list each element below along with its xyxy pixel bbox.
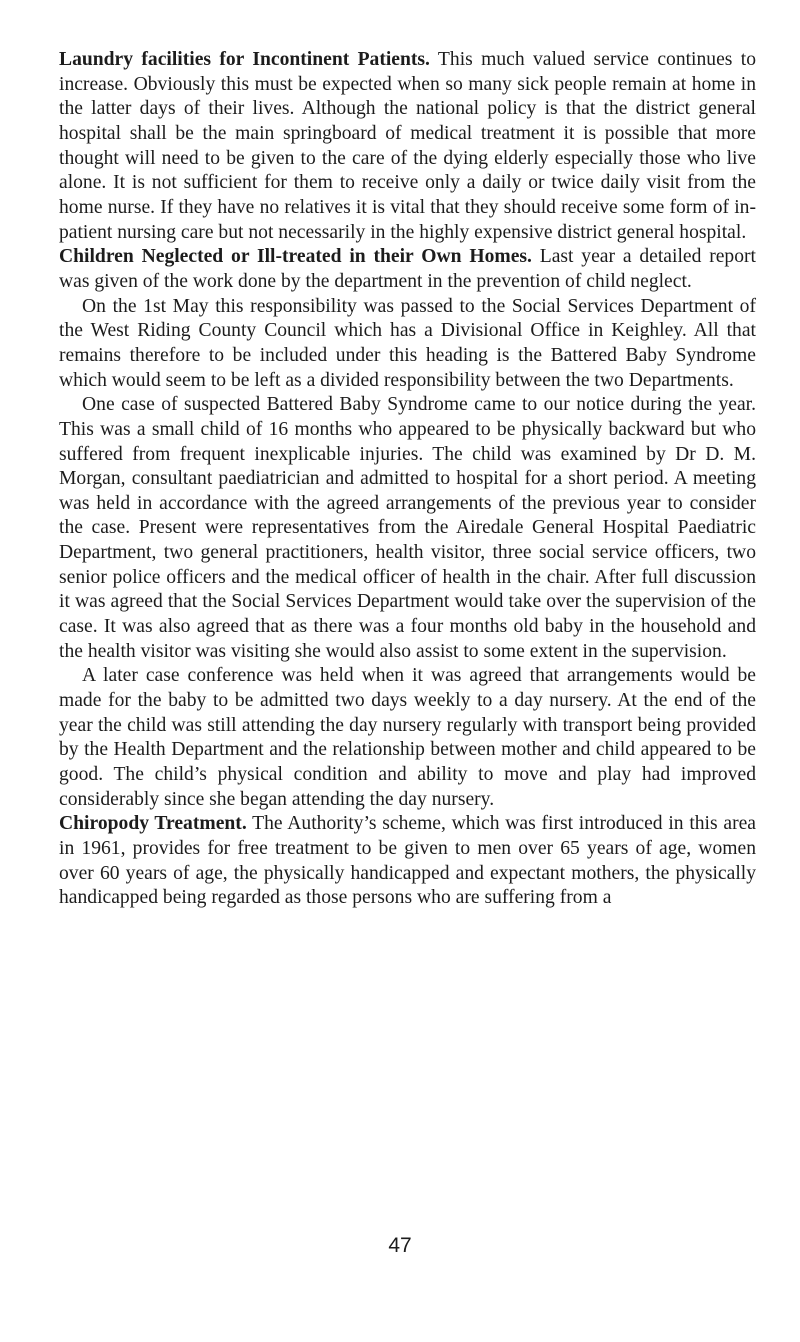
paragraph-text: A later case conference was held when it was agreed that arrangements would be made for the baby to be admitted two days weekly to a day nursery. At the end of the year the child was still attending the day nursery regularly with transport being provided by the Health Department and the relationship between mother and child appeared to be good. The child’s physical condition and ability to move and play had improved considerably since she began attending the day nursery. (59, 665, 756, 810)
paragraph-text: One case of suspected Battered Baby Syndrome came to our notice during the year. This was a small child of 16 months who appeared to be physically backward but who suffered from frequent inexplicable injuries. The child was examined by Dr D. M. Morgan, consultant paediatrician and admitted to hospital for a short period. A meeting was held in accordance with the agreed arrangements of the previous year to consider the case. Present were representatives from the Airedale General Hospital Paediatric Department, two general practitioners, health visitor, three social service officers, two senior police officers and the medical officer of health in the chair. After full discussion it was agreed that the Social Services Department would take over the supervision of the case. It was also agreed that as there was a four months old baby in the household and the health visitor was visiting she would also assist to some extent in the supervision. (59, 394, 756, 662)
paragraph-responsibility (59, 295, 756, 394)
paragraph-text: This much valued service continues to increase. Obviously this must be expected when so many sick people remain at home in the latter days of their lives. Although the national policy is that the district general hospital shall be the main springboard of medical treatment it is possible that more thought will need to be given to the care of the dying elderly especially those who live alone. It is not sufficient for them to receive only a daily or twice daily visit from the home nurse. If they have no relatives it is vital that they should receive some form of in-patient nursing care but not necessarily in the highly expensive district general hospital. (59, 49, 756, 243)
paragraph-text: The Authority’s scheme, which was first introduced in this area in 1961, provides for free treatment to be given to men over 65 years of age, women over 60 years of age, the physically handicapped and expectant mothers, the physically handicapped being regarded as those persons who are suffering from a (59, 813, 756, 909)
page-number: 47 (388, 1234, 412, 1257)
paragraph-laundry (59, 48, 756, 245)
paragraph-case-conference (59, 664, 756, 812)
document-page (59, 48, 756, 911)
heading-chiropody: Chiropody Treatment. (59, 813, 247, 835)
paragraph-battered-baby-case (59, 393, 756, 664)
paragraph-chiropody (59, 812, 756, 911)
paragraph-children-neglected (59, 245, 756, 294)
paragraph-text: On the 1st May this responsibility was passed to the Social Services Department of the West Riding County Council which has a Divisional Office in Keighley. All that remains therefore to be included under this heading is the Battered Baby Syndrome which would seem to be left as a divided responsibility between the two Departments. (59, 295, 756, 391)
paragraph-text: Last year a detailed report was given of the work done by the department in the prevention of child neglect. (59, 246, 756, 292)
heading-laundry: Laundry facilities for Incontinent Patients. (59, 49, 430, 70)
heading-children-neglected: Children Neglected or Ill-treated in their Own Homes. (59, 246, 532, 268)
